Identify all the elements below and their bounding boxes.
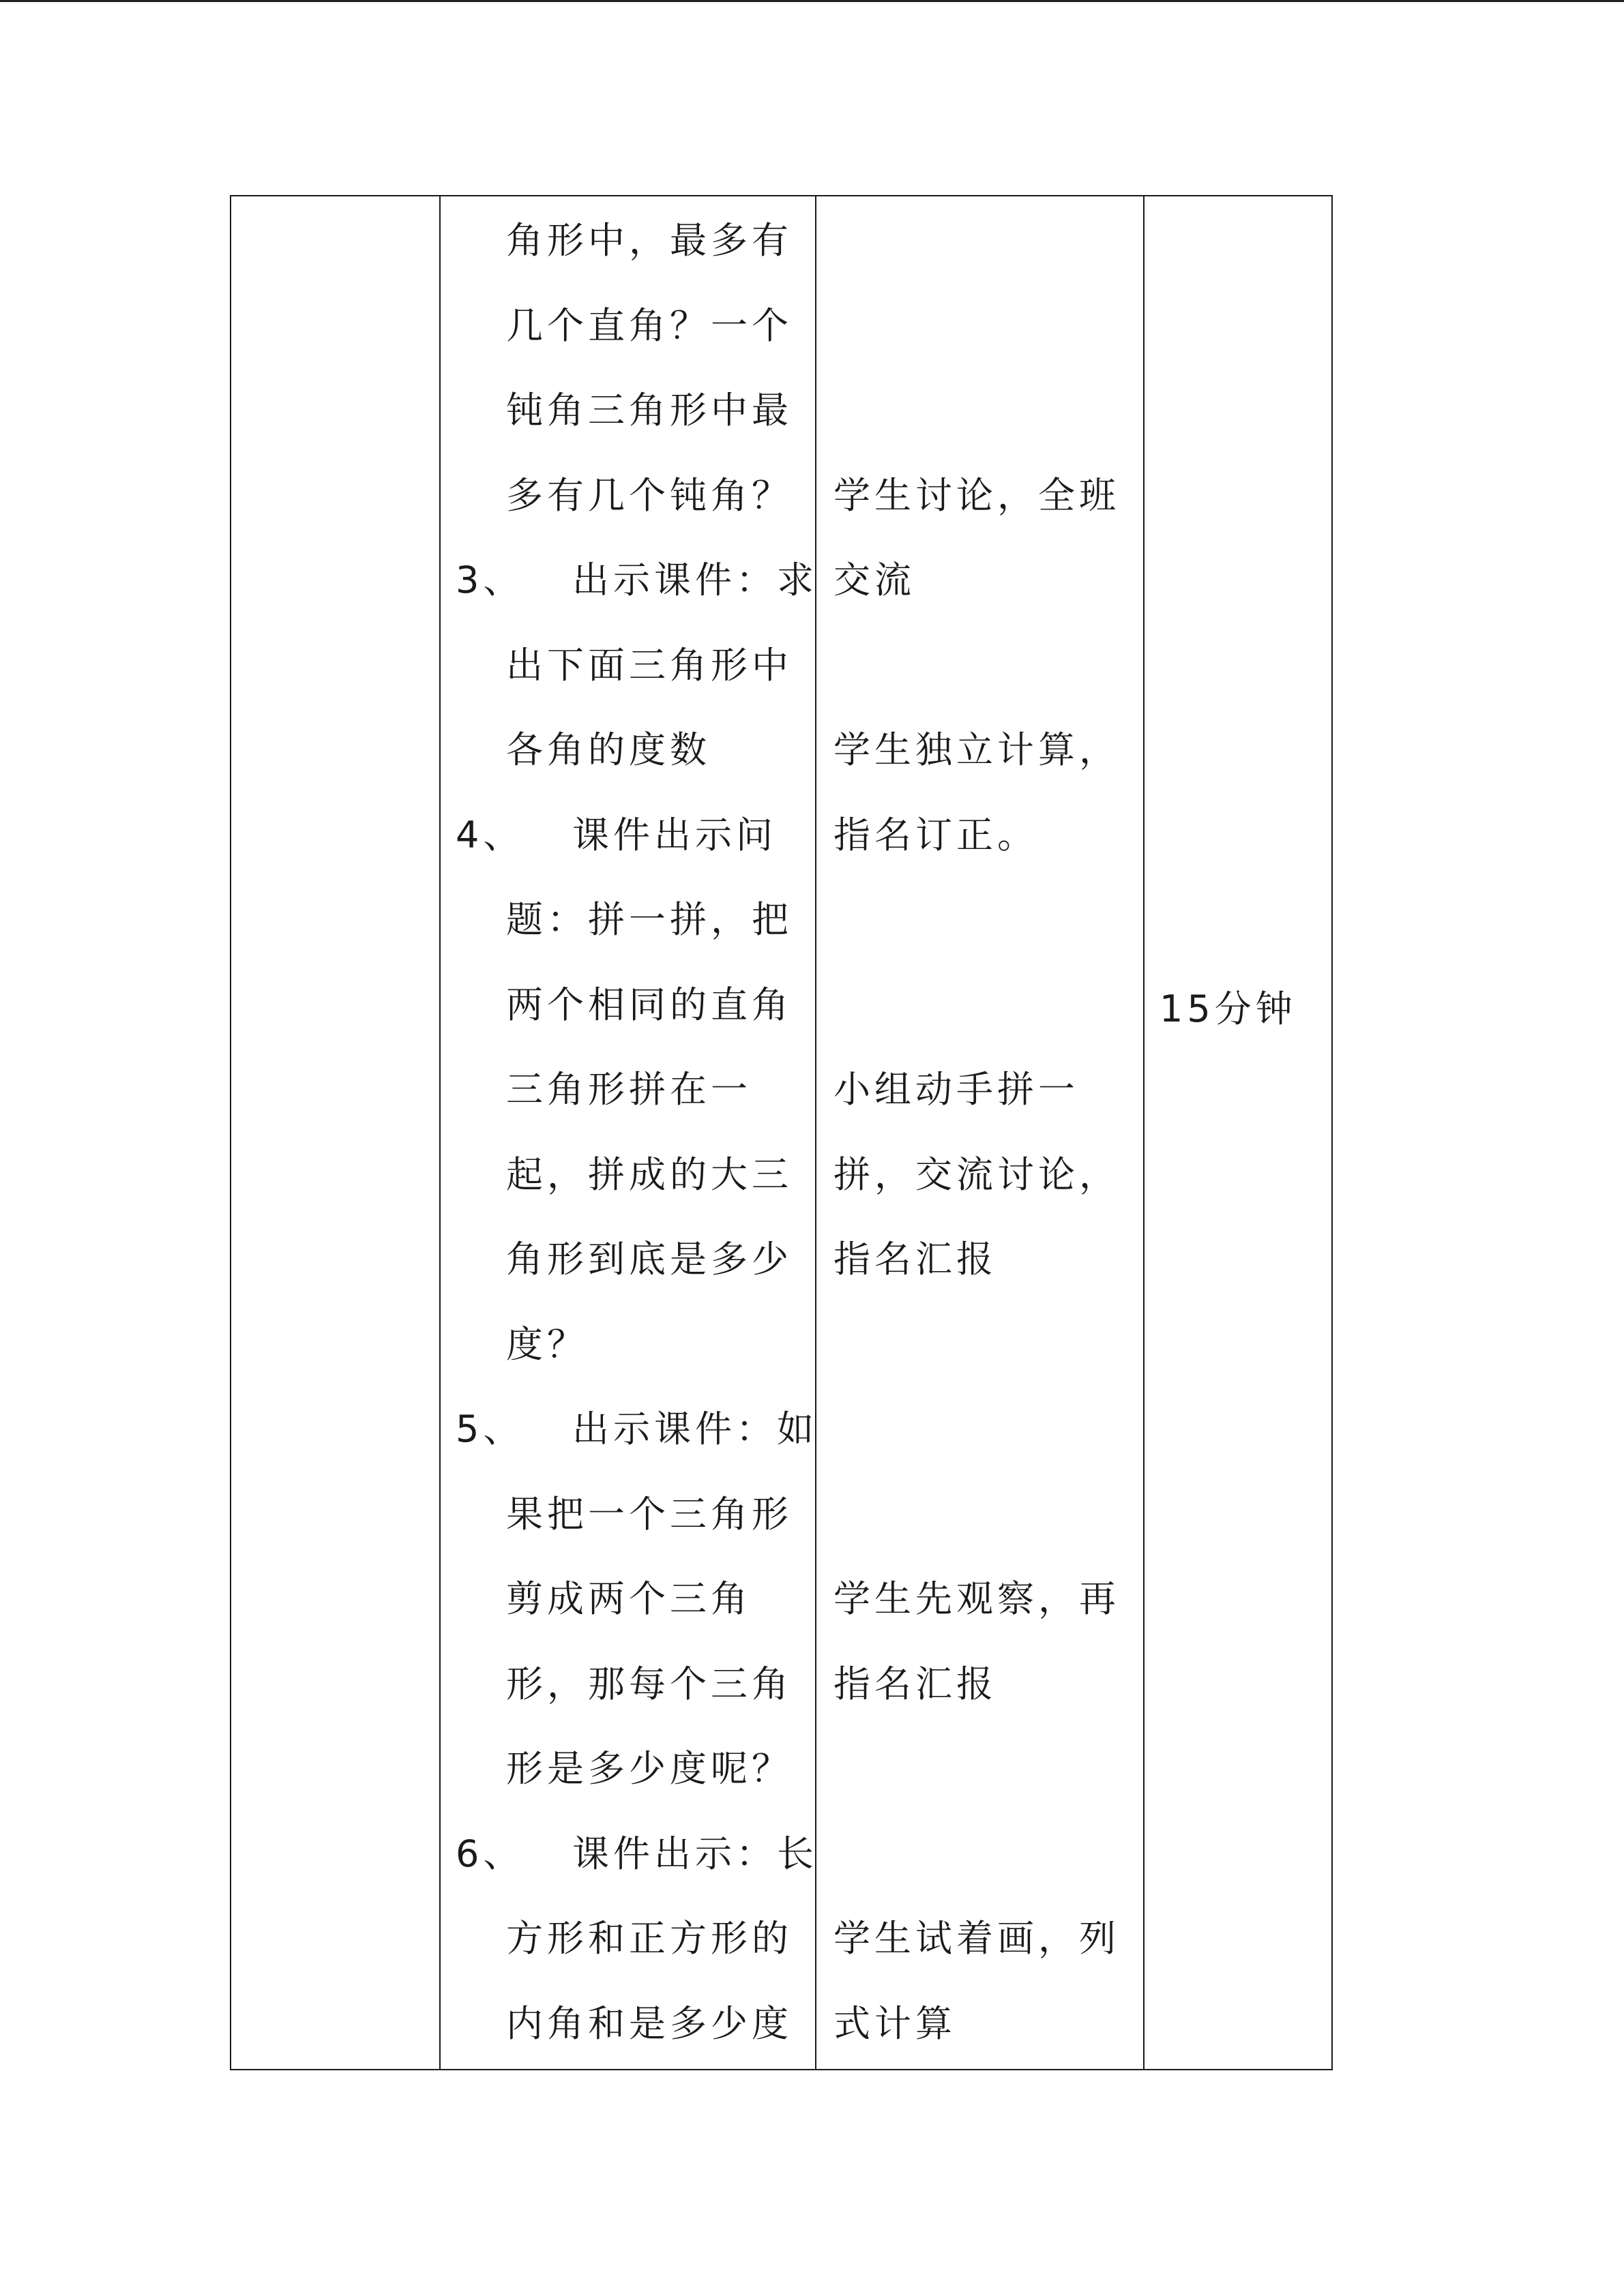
item-number: 6、	[456, 1832, 525, 1875]
teacher-activity-line: 出示课件：如	[572, 1407, 818, 1450]
page-top-border	[0, 0, 1624, 2]
teacher-activity-line: 角形到底是多少	[506, 1238, 793, 1281]
teacher-activity-line: 两个相同的直角	[506, 983, 793, 1026]
teacher-activity-line: 果把一个三角形	[506, 1492, 793, 1536]
teacher-activity-line: 内角和是多少度	[506, 2001, 793, 2045]
teacher-activity-line: 度？	[506, 1322, 588, 1366]
student-activity-line: 式计算	[833, 2001, 956, 2045]
student-activity-line: 交流	[833, 558, 915, 601]
column-divider-2	[815, 196, 816, 2069]
item-number: 4、	[456, 813, 525, 856]
student-activity-line: 指名订正。	[833, 813, 1038, 856]
student-activity-line: 学生独立计算，	[833, 728, 1120, 771]
time-allocation: 15分钟	[1160, 987, 1297, 1030]
column-divider-3	[1143, 196, 1145, 2069]
teacher-activity-line: 出下面三角形中	[506, 643, 793, 687]
teacher-activity-line: 方形和正方形的	[506, 1917, 793, 1960]
teacher-activity-line: 形是多少度呢？	[506, 1747, 793, 1790]
teacher-activity-line: 课件出示问	[572, 813, 777, 856]
teacher-activity-line: 形，那每个三角	[506, 1662, 793, 1705]
student-activity-line: 学生试着画，列	[833, 1917, 1120, 1960]
student-activity-line: 指名汇报	[833, 1662, 997, 1705]
teacher-activity-line: 出示课件：求	[572, 558, 818, 601]
teacher-activity-line: 课件出示：长	[572, 1832, 818, 1875]
student-activity-line: 小组动手拼一	[833, 1068, 1079, 1111]
column-divider-1	[439, 196, 441, 2069]
student-activity-line: 指名汇报	[833, 1238, 997, 1281]
teacher-activity-line: 起，拼成的大三	[506, 1152, 793, 1196]
teacher-activity-line: 三角形拼在一	[506, 1068, 752, 1111]
teacher-activity-line: 几个直角？一个	[506, 303, 793, 347]
student-activity-line: 学生先观察，再	[833, 1577, 1120, 1620]
teacher-activity-line: 题：拼一拼，把	[506, 898, 793, 941]
teacher-activity-line: 各角的度数	[506, 728, 711, 771]
student-activity-line: 学生讨论，全班	[833, 473, 1120, 517]
teacher-activity-line: 多有几个钝角？	[506, 473, 793, 517]
lesson-plan-table	[230, 195, 1333, 2070]
student-activity-line: 拼，交流讨论，	[833, 1152, 1120, 1196]
item-number: 3、	[456, 558, 525, 601]
teacher-activity-line: 剪成两个三角	[506, 1577, 752, 1620]
teacher-activity-line: 钝角三角形中最	[506, 389, 793, 432]
item-number: 5、	[456, 1407, 525, 1450]
teacher-activity-line: 角形中，最多有	[506, 219, 793, 262]
